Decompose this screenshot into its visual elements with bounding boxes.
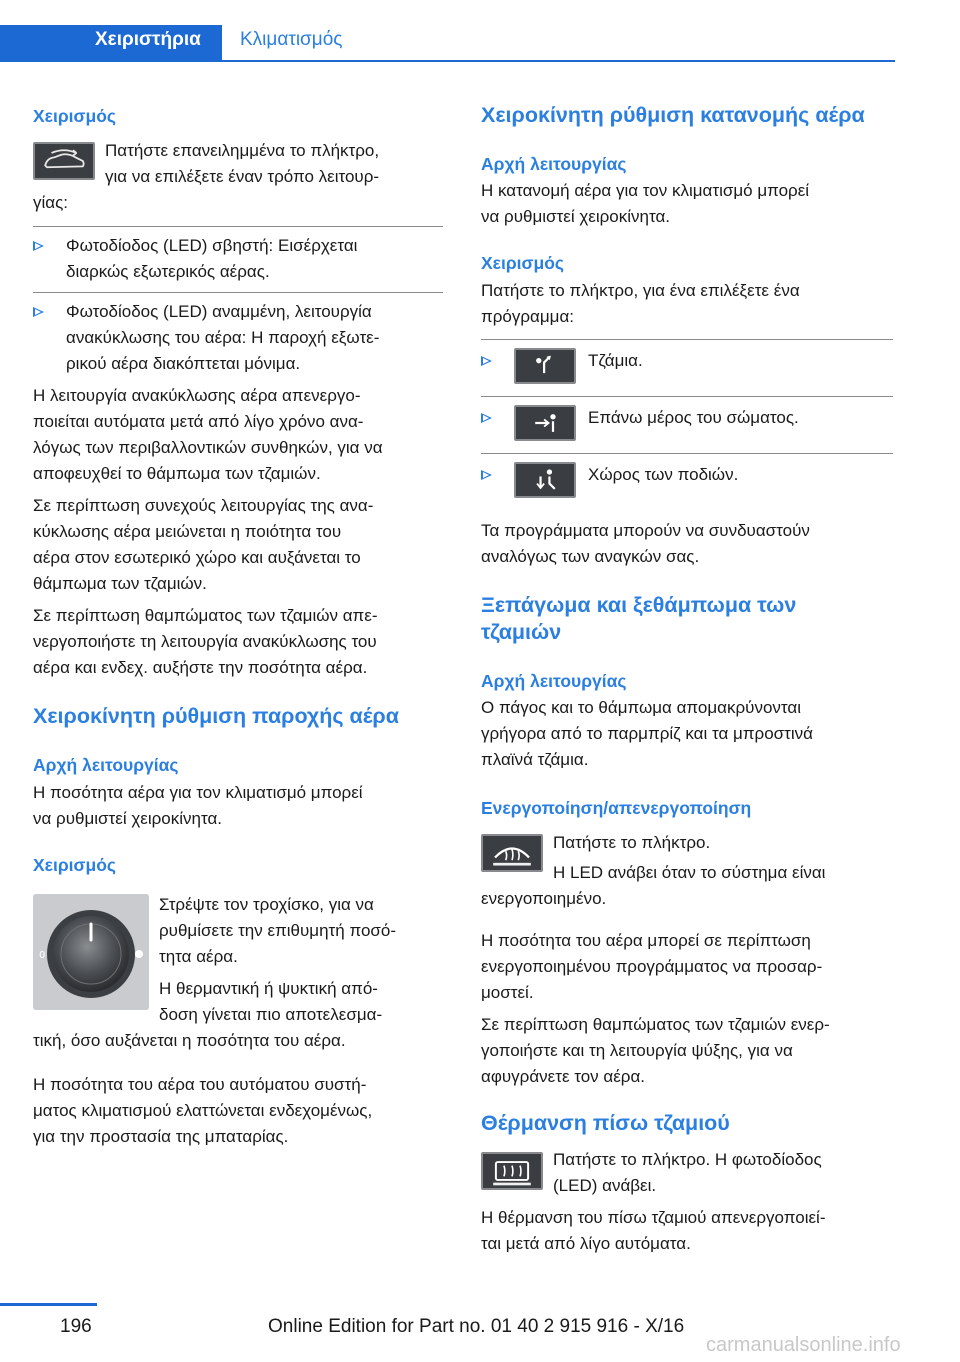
press-key-text: Πατήστε το πλήκτρο.: [553, 833, 711, 852]
rear-window-heating-icon: [481, 1152, 543, 1190]
paragraph: [481, 1012, 893, 1090]
paragraph-line: Ο πάγος και το θάμπωμα απομακρύνονται: [481, 698, 801, 717]
tab-controls[interactable]: [0, 25, 222, 62]
bullet-text: Φωτοδίοδος (LED) σβηστή: Εισέρχεται: [66, 236, 358, 255]
bullet-text: διαρκώς εξωτερικός αέρας.: [66, 262, 270, 281]
list-item-footwell: [481, 454, 893, 510]
watermark: carmanualsonline.info: [706, 1334, 901, 1356]
paragraph: [481, 1205, 893, 1257]
bullet-icon: [481, 356, 492, 366]
section-title-line: Ξεπάγωμα και ξεθάμπωμα των: [481, 593, 797, 617]
list-item-windows: [481, 340, 893, 396]
paragraph: [33, 780, 443, 832]
subheading-operation: Χειρισμός: [481, 253, 564, 273]
recirc-intro-b: για να επιλέξετε έναν τρόπο λειτουρ‐: [105, 167, 380, 186]
paragraph-line: Η λειτουργία ανακύκλωσης αέρα απενεργο‐: [33, 386, 361, 405]
recirc-intro-c: γίας:: [33, 193, 69, 212]
recirc-intro-a: Πατήστε επανειλημμένα το πλήκτρο,: [105, 141, 380, 160]
bullet-icon: [481, 413, 492, 423]
paragraph-line: Σε περίπτωση συνεχούς λειτουργίας της ανα‐: [33, 496, 374, 515]
paragraph-line: Η ποσότητα αέρα για τον κλιματισμό μπορεί: [33, 783, 363, 802]
windshield-airflow-icon: [514, 348, 576, 384]
bullet-text: ρικού αέρα διακόπτεται μόνιμα.: [66, 354, 301, 373]
list-item-upper-body: [481, 397, 893, 453]
left-column: [33, 100, 443, 1150]
paragraph: [481, 695, 893, 773]
led-text: Η LED ανάβει όταν το σύστημα είναι: [553, 863, 826, 882]
paragraph-line: κύκλωσης αέρα μειώνεται η ποιότητα του: [33, 522, 342, 541]
page-number: 196: [60, 1316, 92, 1337]
blower-knob-icon: [33, 894, 149, 1010]
paragraph-line: Σε περίπτωση θαμπώματος των τζαμιών απε‐: [33, 606, 378, 625]
knob-text-line: δοση γίνεται πιο αποτελεσμα‐: [159, 1005, 383, 1024]
paragraph-line: για την προστασία της μπαταρίας.: [33, 1127, 289, 1146]
paragraph-line: Η θέρμανση του πίσω τζαμιού απενεργοποιεί‐: [481, 1208, 826, 1227]
rear-heating-block: [481, 1147, 893, 1199]
section-title-rear-heating: Θέρμανση πίσω τζαμιού: [481, 1111, 730, 1135]
paragraph-line: γοποιήστε και τη λειτουργία ψύξης, για να: [481, 1041, 793, 1060]
paragraph-line: θάμπωμα των τζαμιών.: [33, 574, 207, 593]
paragraph-line: ενεργοποιημένου προγράμματος να προσαρ‐: [481, 957, 823, 976]
svg-text:0: 0: [39, 950, 46, 961]
edition-text: Online Edition for Part no. 01 40 2 915 916 - X/16: [268, 1316, 685, 1337]
paragraph-line: νεργοποιήστε τη λειτουργία ανακύκλωσης του: [33, 632, 377, 651]
subheading-principle: Αρχή λειτουργίας: [481, 154, 627, 174]
defrost-button-icon: [481, 834, 543, 872]
subheading-onoff: Ενεργοποίηση/απενεργοποίηση: [481, 798, 752, 818]
header-rule: [222, 60, 895, 62]
paragraph-line: Τα προγράμματα μπορούν να συνδυαστούν: [481, 521, 810, 540]
paragraph-line: αφυγράνετε τον αέρα.: [481, 1067, 646, 1086]
knob-text-line: Στρέψτε τον τροχίσκο, για να: [159, 895, 374, 914]
paragraph-line: ποιείται αυτόματα μετά από λίγο χρόνο ανα‐: [33, 412, 364, 431]
option-label: Επάνω μέρος του σώματος.: [588, 408, 799, 427]
paragraph: [481, 928, 893, 1006]
paragraph: [33, 383, 443, 487]
paragraph: [33, 1072, 443, 1150]
paragraph-line: να ρυθμιστεί χειροκίνητα.: [481, 207, 670, 226]
rear-text-line: Πατήστε το πλήκτρο. Η φωτοδίοδος: [553, 1150, 822, 1169]
paragraph-line: αποφευχθεί το θάμπωμα των τζαμιών.: [33, 464, 321, 483]
paragraph-line: πρόγραμμα:: [481, 307, 574, 326]
tab-climate[interactable]: Κλιματισμός: [240, 29, 343, 50]
paragraph-line: αέρα και ενδεχ. αυξήστε την ποσότητα αέρα.: [33, 658, 368, 677]
recirculation-block: [33, 138, 443, 216]
paragraph: [33, 603, 443, 681]
rear-text-line: (LED) ανάβει.: [553, 1176, 657, 1195]
paragraph-line: Η κατανομή αέρα για τον κλιματισμό μπορεί: [481, 181, 810, 200]
right-column: [481, 100, 893, 1257]
paragraph-line: Σε περίπτωση θαμπώματος των τζαμιών ενερ‐: [481, 1015, 830, 1034]
subheading-operation: Χειρισμός: [33, 855, 116, 875]
section-title-distribution: Χειροκίνητη ρύθμιση κατανομής αέρα: [481, 103, 865, 127]
section-title-manual-air: Χειροκίνητη ρύθμιση παροχής αέρα: [33, 704, 399, 728]
knob-text-line: τική, όσο αυξάνεται η ποσότητα του αέρα.: [33, 1031, 346, 1050]
bullet-icon: [481, 470, 492, 480]
led-text: ενεργοποιημένο.: [481, 889, 607, 908]
paragraph-line: να ρυθμιστεί χειροκίνητα.: [33, 809, 222, 828]
air-quantity-block: [33, 892, 443, 1054]
upper-body-airflow-icon: [514, 405, 576, 441]
defog-block: [481, 830, 893, 912]
divider: [33, 292, 443, 293]
knob-text-line: τητα αέρα.: [159, 947, 238, 966]
paragraph-line: λόγως των περιβαλλοντικών συνθηκών, για να: [33, 438, 383, 457]
recirculation-button-icon: [33, 142, 95, 180]
paragraph-line: γρήγορα από το παρμπρίζ και τα μπροστινά: [481, 724, 813, 743]
subheading-principle: Αρχή λειτουργίας: [481, 671, 627, 691]
bullet-icon: [33, 307, 44, 317]
list-item: [33, 233, 443, 285]
subheading-principle: Αρχή λειτουργίας: [33, 755, 179, 775]
section-title-line: τζαμιών: [481, 620, 562, 644]
paragraph: [481, 518, 893, 570]
paragraph-line: αναλόγως των αναγκών σας.: [481, 547, 700, 566]
paragraph: [33, 493, 443, 597]
knob-text-line: ρυθμίσετε την επιθυμητή ποσό‐: [159, 921, 397, 940]
list-item: [33, 299, 443, 377]
option-label: Χώρος των ποδιών.: [588, 465, 739, 484]
paragraph-line: Πατήστε το πλήκτρο, για ένα επιλέξετε ένα: [481, 281, 800, 300]
paragraph: [481, 278, 893, 330]
section-heading-operation: Χειρισμός: [33, 106, 116, 126]
knob-text-line: Η θερμαντική ή ψυκτική από‐: [159, 979, 378, 998]
paragraph: [481, 178, 893, 230]
bullet-text: ανακύκλωσης του αέρα: Η παροχή εξωτε‐: [66, 328, 380, 347]
paragraph-line: ματος κλιματισμού ελαττώνεται ενδεχομένως,: [33, 1101, 373, 1120]
paragraph-line: ται μετά από λίγο αυτόματα.: [481, 1234, 691, 1253]
paragraph-line: αέρα στον εσωτερικό χώρο και αυξάνεται το: [33, 548, 361, 567]
option-label: Τζάμια.: [588, 351, 643, 370]
footwell-airflow-icon: [514, 462, 576, 498]
tab-controls-label: Χειριστήρια: [95, 29, 201, 50]
paragraph-line: πλαϊνά τζάμια.: [481, 750, 589, 769]
bullet-icon: [33, 241, 44, 251]
footer-rule: [0, 1303, 97, 1306]
paragraph-line: Η ποσότητα του αέρα μπορεί σε περίπτωση: [481, 931, 811, 950]
bullet-text: Φωτοδίοδος (LED) αναμμένη, λειτουργία: [66, 302, 372, 321]
section-title-defog: [481, 592, 893, 646]
divider: [33, 226, 443, 227]
page-header: [0, 0, 960, 62]
paragraph-line: Η ποσότητα του αέρα του αυτόματου συστή‐: [33, 1075, 367, 1094]
paragraph-line: μοστεί.: [481, 983, 534, 1002]
